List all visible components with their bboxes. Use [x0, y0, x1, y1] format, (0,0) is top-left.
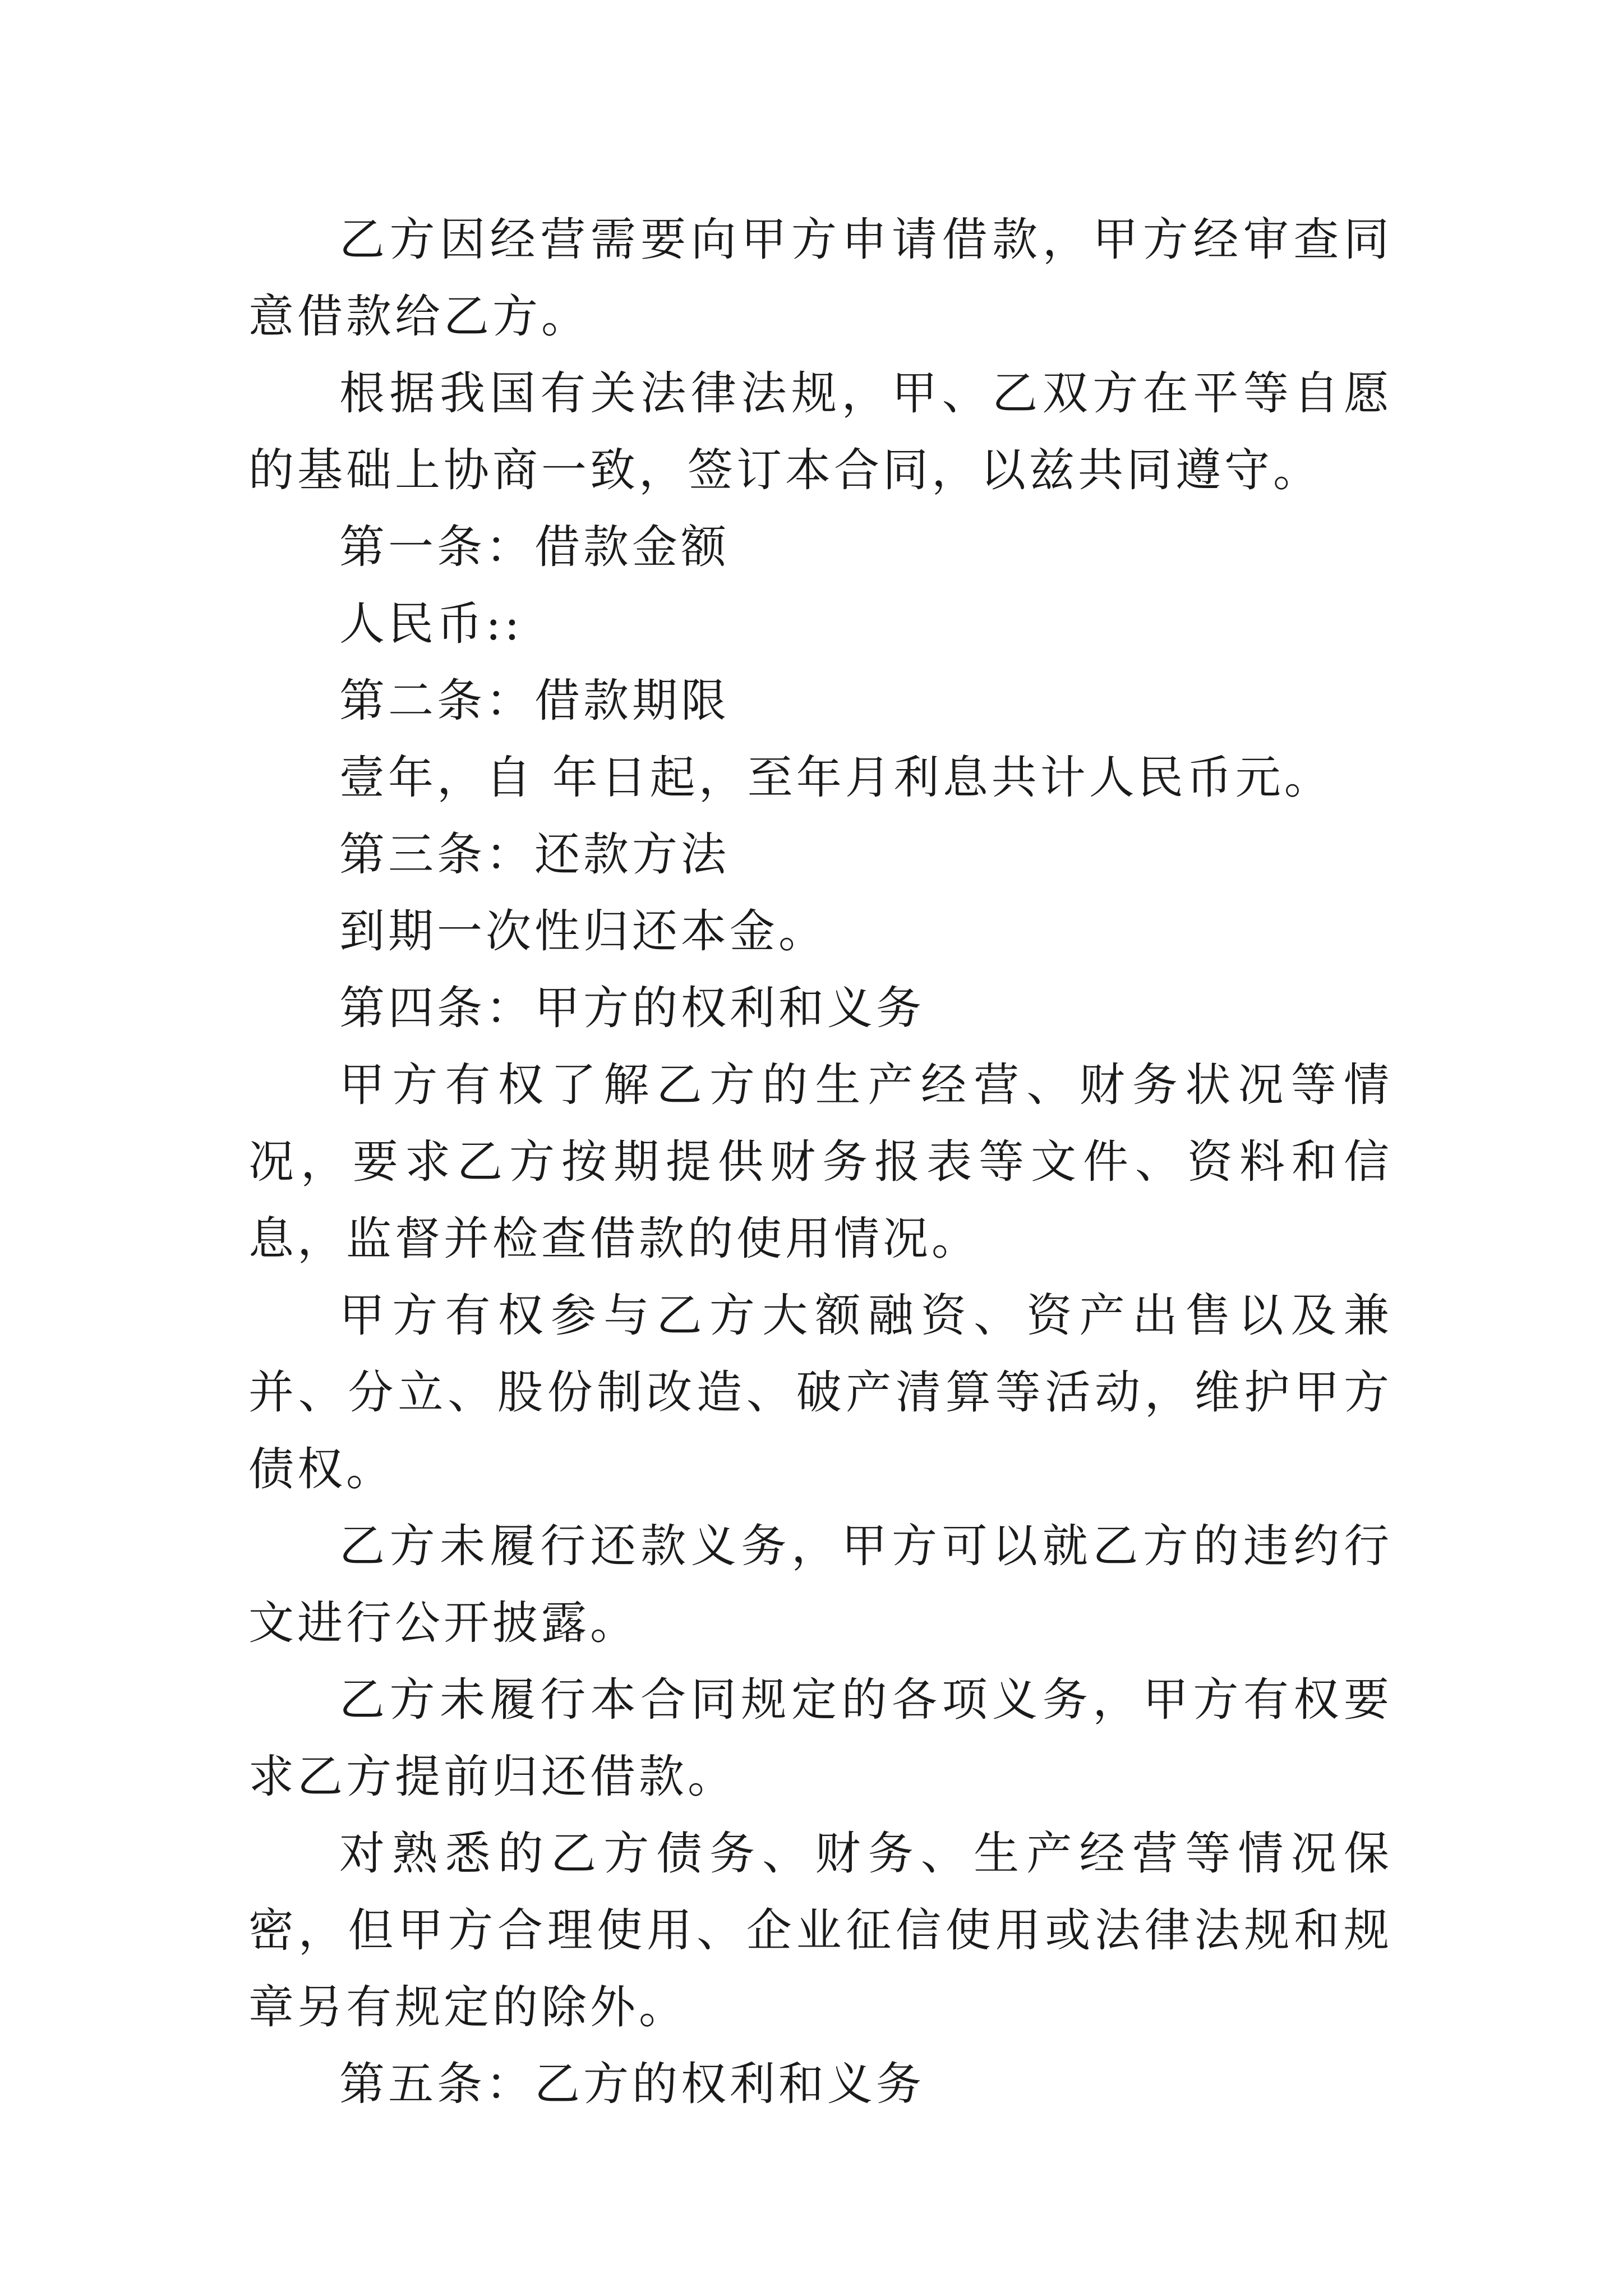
article-4-clause-3: 乙方未履行还款义务，甲方可以就乙方的违约行文进行公开披露。 — [248, 1520, 1393, 1650]
document-body — [248, 202, 1393, 2123]
article-2-term: 壹年，自 年日起，至年月利息共计人民币元。 — [339, 752, 1333, 804]
article-3-heading: 第三条：还款方法 — [339, 829, 730, 881]
article-4-heading: 第四条：甲方的权利和义务 — [339, 982, 925, 1035]
paragraph-legal-basis: 根据我国有关法律法规，甲、乙双方在平等自愿的基础上协商一致，签订本合同，以兹共同遵守。 — [248, 367, 1393, 497]
article-4-clause-2: 甲方有权参与乙方大额融资、资产出售以及兼并、分立、股份制改造、破产清算等活动，维护甲方债权。 — [248, 1290, 1393, 1496]
article-4-clause-4: 乙方未履行本合同规定的各项义务，甲方有权要求乙方提前归还借款。 — [248, 1674, 1393, 1803]
article-5-heading: 第五条：乙方的权利和义务 — [339, 2058, 925, 2111]
article-3-method: 到期一次性归还本金。 — [339, 905, 828, 958]
paragraph-intro: 乙方因经营需要向甲方申请借款，甲方经审查同意借款给乙方。 — [248, 214, 1393, 343]
article-1-heading: 第一条：借款金额 — [339, 521, 730, 574]
article-1-amount: 人民币:: — [339, 598, 523, 651]
article-4-clause-5: 对熟悉的乙方债务、财务、生产经营等情况保密，但甲方合理使用、企业征信使用或法律法规和规章另有规定的除外。 — [248, 1828, 1393, 2034]
article-2-heading: 第二条：借款期限 — [339, 675, 730, 728]
article-4-clause-1: 甲方有权了解乙方的生产经营、财务状况等情况，要求乙方按期提供财务报表等文件、资料和信息，监督并检查借款的使用情况。 — [248, 1059, 1393, 1266]
